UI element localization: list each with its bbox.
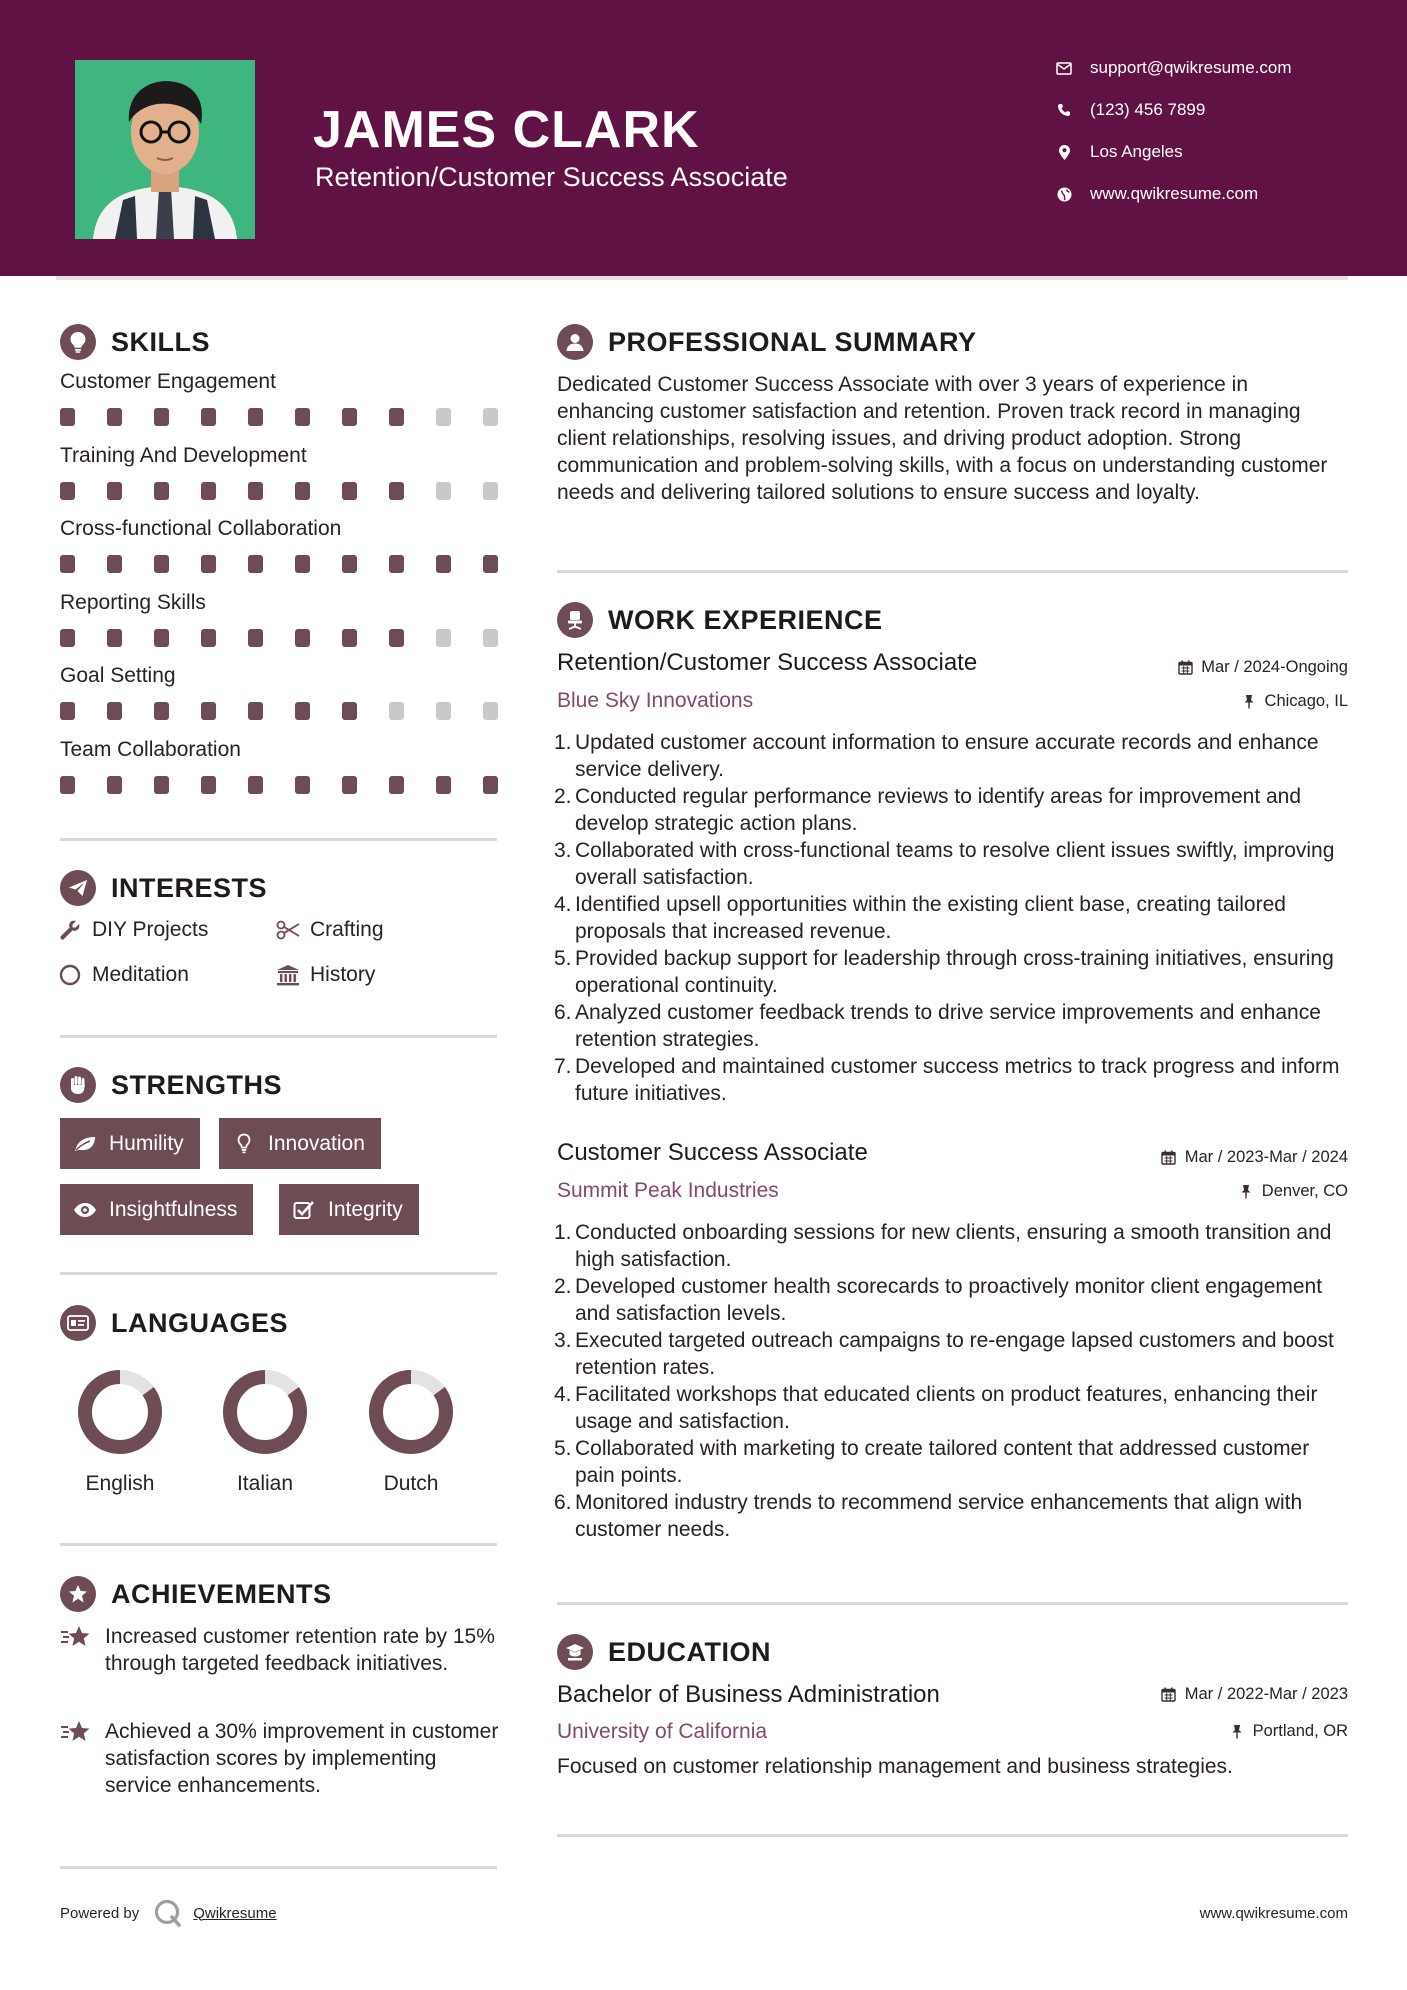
divider (60, 1035, 497, 1038)
header-divider (56, 276, 1348, 280)
interests-heading (60, 870, 267, 906)
company-name: Summit Peak Industries (557, 1179, 779, 1202)
skill-dot-filled (436, 555, 451, 573)
interest-label: DIY Projects (92, 918, 209, 941)
phone-icon (1055, 101, 1073, 119)
envelope-icon (1055, 59, 1073, 77)
footer-powered-by (60, 1898, 277, 1928)
fist-icon (60, 1067, 96, 1103)
skill-dot-filled (342, 702, 357, 720)
job-location (1241, 692, 1348, 711)
company-name: Blue Sky Innovations (557, 689, 754, 712)
star-achievement-icon (60, 1623, 92, 1677)
job-bullet (554, 945, 1354, 999)
bullet-number: 3. (554, 1329, 572, 1352)
circle-icon (58, 963, 82, 987)
skill-dot-filled (295, 408, 310, 426)
skill-dot-filled (483, 776, 498, 794)
skill-dot-filled (201, 482, 216, 500)
id-card-icon (60, 1305, 96, 1341)
skill-dot-empty (436, 629, 451, 647)
job-bullet (554, 1435, 1354, 1489)
contact-location-text: Los Angeles (1090, 142, 1183, 161)
skill-dot-filled (248, 482, 263, 500)
strength-label: Integrity (328, 1197, 403, 1221)
bullet-number: 2. (554, 785, 572, 808)
strength-chip-insightfulness (60, 1184, 253, 1235)
skill-dot-filled (154, 629, 169, 647)
job-bullet (554, 1273, 1354, 1327)
job-bullet (554, 1381, 1354, 1435)
scissors-icon (276, 918, 300, 942)
powered-by-label: Powered by (60, 1904, 140, 1922)
strength-chip-integrity (279, 1184, 419, 1235)
language-ring (70, 1362, 170, 1467)
footer-website[interactable]: www.qwikresume.com (1199, 1905, 1348, 1922)
skill-dot-filled (342, 776, 357, 794)
skill-dot-empty (436, 702, 451, 720)
skill-dot-filled (436, 776, 451, 794)
paper-plane-icon (60, 870, 96, 906)
skill-dot-filled (295, 629, 310, 647)
achievements-title: ACHIEVEMENTS (111, 1578, 332, 1609)
languages-heading (60, 1305, 288, 1341)
degree-title: Bachelor of Business Administration (557, 1681, 940, 1708)
skill-dot-empty (389, 702, 404, 720)
contact-location (1055, 142, 1183, 162)
skill-dot-filled (107, 555, 122, 573)
skill-dot-empty (483, 408, 498, 426)
job-bullet (554, 891, 1354, 945)
bullet-text: Executed targeted outreach campaigns to re-engage lapsed customers and boost retention rates. (575, 1329, 1334, 1379)
job-bullet-list (554, 1219, 1354, 1543)
candidate-name: JAMES CLARK (313, 101, 700, 159)
skill-dot-filled (295, 555, 310, 573)
skill-dot-filled (389, 555, 404, 573)
pushpin-icon (1241, 694, 1257, 710)
skill-rating (60, 555, 500, 573)
job-bullet (554, 1053, 1354, 1107)
skill-dot-empty (483, 482, 498, 500)
skill-dot-filled (107, 408, 122, 426)
interest-item-history (276, 963, 375, 987)
job-bullet (554, 1327, 1354, 1381)
job-bullet (554, 783, 1354, 837)
check-square-icon (292, 1198, 316, 1222)
candidate-role: Retention/Customer Success Associate (315, 162, 788, 192)
skill-rating (60, 702, 500, 720)
skill-name: Goal Setting (60, 664, 176, 687)
achievement-text: Increased customer retention rate by 15% through targeted feedback initiatives. (105, 1625, 495, 1675)
job-dates (1161, 1148, 1348, 1167)
bullet-number: 2. (554, 1275, 572, 1298)
achievements-heading (60, 1576, 332, 1612)
calendar-icon (1161, 1150, 1177, 1166)
skill-dot-empty (483, 702, 498, 720)
lightbulb-icon (60, 324, 96, 360)
interests-title: INTERESTS (111, 872, 268, 903)
bullet-text: Conducted regular performance reviews to identify areas for improvement and develop strategic action plans. (575, 785, 1302, 835)
user-icon (557, 324, 593, 360)
bullet-text: Collaborated with cross-functional teams to resolve client issues swiftly, improving overall satisfaction. (575, 839, 1335, 889)
bullet-number: 1. (554, 1221, 572, 1244)
skill-dot-filled (248, 555, 263, 573)
skill-rating (60, 776, 500, 794)
skills-heading (60, 324, 210, 360)
bullet-text: Provided backup support for leadership through cross-training initiatives, ensuring operational continuity. (575, 947, 1334, 997)
bullet-number: 5. (554, 947, 572, 970)
bullet-text: Facilitated workshops that educated clients on product features, enhancing their usage and satisfaction. (575, 1383, 1318, 1433)
skill-dot-empty (436, 482, 451, 500)
skill-dot-filled (201, 776, 216, 794)
skill-name: Cross-functional Collaboration (60, 517, 342, 540)
skill-dot-filled (389, 482, 404, 500)
contact-website-text[interactable]: www.qwikresume.com (1090, 184, 1259, 203)
job-location (1238, 1182, 1348, 1201)
divider (557, 1834, 1348, 1837)
eye-icon (73, 1198, 97, 1222)
skill-dot-filled (60, 408, 75, 426)
job-bullet (554, 999, 1354, 1053)
job-dates-text: Mar / 2023-Mar / 2024 (1184, 1148, 1348, 1166)
bullet-text: Identified upsell opportunities within the existing client base, creating tailored proposals that increased revenue. (575, 893, 1286, 943)
experience-heading (557, 602, 883, 638)
skill-dot-filled (107, 629, 122, 647)
interest-label: Meditation (92, 963, 189, 986)
skill-dot-filled (342, 482, 357, 500)
skill-dot-empty (436, 408, 451, 426)
summary-heading (557, 324, 977, 360)
bullet-text: Analyzed customer feedback trends to drive service improvements and enhance retention strategies. (575, 1001, 1321, 1051)
qwikresume-logo-icon (153, 1898, 183, 1928)
skill-dot-filled (201, 555, 216, 573)
skill-name: Customer Engagement (60, 370, 276, 393)
achievement-item (60, 1623, 500, 1677)
strengths-heading (60, 1067, 282, 1103)
bullet-number: 6. (554, 1491, 572, 1514)
skill-dot-filled (60, 482, 75, 500)
school-name: University of California (557, 1720, 768, 1743)
job-title: Retention/Customer Success Associate (557, 649, 978, 676)
bullet-text: Updated customer account information to ensure accurate records and enhance service delivery. (575, 731, 1319, 781)
job-location-text: Denver, CO (1261, 1182, 1348, 1200)
interest-item-meditation (58, 963, 189, 987)
skill-name: Reporting Skills (60, 590, 206, 614)
skill-dot-filled (107, 482, 122, 500)
skill-dot-filled (107, 702, 122, 720)
skill-rating (60, 629, 500, 647)
bullet-text: Conducted onboarding sessions for new clients, ensuring a smooth transition and high satisfaction. (575, 1221, 1332, 1271)
job-location-text: Chicago, IL (1264, 692, 1348, 710)
bullet-text: Monitored industry trends to recommend service enhancements that align with customer needs. (575, 1491, 1303, 1541)
bullet-number: 3. (554, 839, 572, 862)
divider (60, 1866, 497, 1869)
skill-dot-empty (483, 629, 498, 647)
divider (60, 838, 497, 841)
calendar-icon (1161, 1687, 1177, 1703)
strength-label: Humility (109, 1131, 184, 1155)
skill-name: Training And Development (60, 443, 307, 467)
globe-icon (1055, 185, 1073, 203)
bullet-number: 4. (554, 893, 572, 916)
divider (60, 1543, 497, 1546)
qwikresume-link[interactable]: Qwikresume (193, 1904, 277, 1922)
bullet-number: 1. (554, 731, 572, 754)
summary-title: PROFESSIONAL SUMMARY (608, 326, 977, 357)
strength-label: Innovation (268, 1131, 365, 1155)
job-dates (1177, 658, 1348, 677)
job-bullet (554, 1489, 1354, 1543)
skill-dot-filled (295, 776, 310, 794)
skill-dot-filled (389, 776, 404, 794)
profile-photo (75, 60, 255, 239)
skill-dot-filled (248, 629, 263, 647)
pushpin-icon (1238, 1184, 1254, 1200)
skill-dot-filled (154, 555, 169, 573)
achievement-text: Achieved a 30% improvement in customer satisfaction scores by implementing service enhancements. (105, 1720, 499, 1797)
strengths-title: STRENGTHS (111, 1069, 283, 1100)
divider (557, 570, 1348, 573)
skill-dot-filled (295, 702, 310, 720)
strength-label: Insightfulness (109, 1197, 238, 1221)
skill-rating (60, 408, 500, 426)
skill-dot-filled (60, 776, 75, 794)
language-name: Italian (236, 1472, 294, 1495)
education-dates (1161, 1685, 1348, 1704)
skill-name: Team Collaboration (60, 737, 241, 761)
achievement-item (60, 1718, 500, 1799)
skill-dot-filled (60, 629, 75, 647)
strength-chip-innovation (219, 1118, 381, 1169)
interest-item-diy (58, 918, 208, 942)
divider (557, 1602, 1348, 1605)
pushpin-icon (1229, 1724, 1245, 1740)
map-pin-icon (1055, 143, 1073, 161)
skill-dot-filled (342, 555, 357, 573)
star-achievement-icon (60, 1718, 92, 1799)
language-ring (361, 1362, 461, 1467)
education-heading (557, 1634, 771, 1670)
skill-dot-filled (154, 776, 169, 794)
bullet-number: 5. (554, 1437, 572, 1460)
interest-label: Crafting (310, 918, 384, 941)
skill-dot-filled (154, 408, 169, 426)
divider (60, 1272, 497, 1275)
language-name: Dutch (383, 1472, 439, 1495)
wrench-icon (58, 918, 82, 942)
bullet-number: 7. (554, 1055, 572, 1078)
skill-dot-filled (483, 555, 498, 573)
job-bullet-list (554, 729, 1354, 1107)
skill-dot-filled (342, 629, 357, 647)
language-ring (215, 1362, 315, 1467)
bullet-text: Developed customer health scorecards to proactively monitor client engagement and satisfaction levels. (575, 1275, 1323, 1325)
skill-dot-filled (389, 629, 404, 647)
skill-dot-filled (342, 408, 357, 426)
office-chair-icon (557, 602, 593, 638)
lightbulb-icon (232, 1132, 256, 1156)
interest-label: History (310, 963, 376, 986)
skill-dot-filled (60, 702, 75, 720)
interest-item-crafting (276, 918, 384, 942)
education-dates-text: Mar / 2022-Mar / 2023 (1184, 1685, 1348, 1703)
skill-dot-filled (295, 482, 310, 500)
bullet-number: 6. (554, 1001, 572, 1024)
skill-dot-filled (154, 482, 169, 500)
language-name: English (85, 1472, 155, 1495)
skill-dot-filled (248, 776, 263, 794)
job-bullet (554, 729, 1354, 783)
skill-dot-filled (389, 408, 404, 426)
strength-chip-humility (60, 1118, 200, 1169)
education-title: EDUCATION (608, 1636, 771, 1667)
star-icon (60, 1576, 96, 1612)
contact-phone[interactable] (1055, 100, 1205, 120)
summary-text: Dedicated Customer Success Associate with over 3 years of experience in enhancing customer satisfaction and retention. Proven track record in managing client relationships, resolving issues, and driving product adoption. Strong communication and problem-solving skills, with a focus on understanding customer needs and delivering tailored solutions to ensure success and loyalty. (557, 373, 1328, 504)
skill-dot-filled (201, 629, 216, 647)
skills-title: SKILLS (111, 326, 211, 357)
calendar-icon (1177, 660, 1193, 676)
education-location (1229, 1722, 1348, 1741)
skill-dot-filled (201, 702, 216, 720)
skill-dot-filled (248, 408, 263, 426)
skill-rating (60, 482, 500, 500)
skill-dot-filled (107, 776, 122, 794)
graduation-icon (557, 1634, 593, 1670)
education-description: Focused on customer relationship management and business strategies. (557, 1755, 1233, 1778)
bullet-number: 4. (554, 1383, 572, 1406)
contact-email[interactable] (1055, 58, 1292, 78)
skill-dot-filled (60, 555, 75, 573)
job-bullet (554, 1219, 1354, 1273)
education-location-text: Portland, OR (1252, 1722, 1348, 1740)
header-banner (0, 0, 1407, 276)
leaf-icon (73, 1132, 97, 1156)
job-bullet (554, 837, 1354, 891)
contact-email-text[interactable]: support@qwikresume.com (1090, 58, 1292, 77)
contact-phone-text[interactable]: (123) 456 7899 (1090, 100, 1206, 119)
museum-icon (276, 963, 300, 987)
job-dates-text: Mar / 2024-Ongoing (1201, 658, 1348, 676)
bullet-text: Collaborated with marketing to create tailored content that addressed customer pain points. (575, 1437, 1310, 1487)
experience-title: WORK EXPERIENCE (608, 604, 883, 635)
bullet-text: Developed and maintained customer success metrics to track progress and inform future initiatives. (575, 1055, 1340, 1105)
skill-dot-filled (248, 702, 263, 720)
job-title: Customer Success Associate (557, 1139, 868, 1166)
contact-website[interactable] (1055, 184, 1258, 204)
skill-dot-filled (201, 408, 216, 426)
skill-dot-filled (154, 702, 169, 720)
languages-title: LANGUAGES (111, 1307, 289, 1338)
